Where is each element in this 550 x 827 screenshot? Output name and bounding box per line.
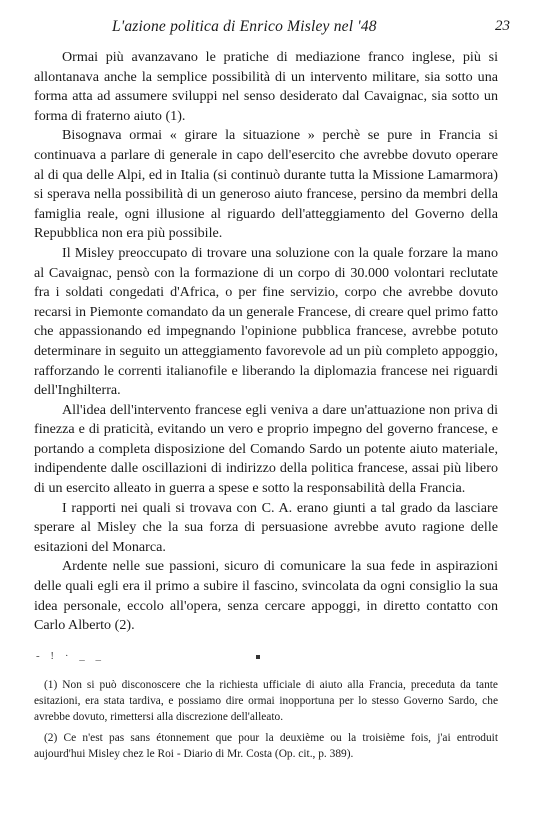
paragraph: I rapporti nei quali si trovava con C. A. erano giunti a tal grado da lasciare sperare al Misley che la sua forza di persuasione avrebbe avuto ragione delle esitazioni del Monarca. (34, 499, 498, 555)
running-title: L'azione politica di Enrico Misley nel '48 (112, 18, 377, 35)
paragraph: Ardente nelle sue passioni, sicuro di comunicare la sua fede in aspirazioni delle quali egli era il primo a subire il fascino, svincolata da ogni consiglio la sua idea personale, eccolo all'opera, senza cercare appoggi, in diretto contatto con Carlo Alberto (2). (34, 558, 498, 634)
main-text (34, 48, 498, 636)
page-number: 23 (495, 18, 510, 34)
paragraph: Il Misley preoccupato di trovare una soluzione con la quale forzare la mano al Cavaignac, pensò con la formazione di un corpo di 30.000 volontari reclutate fra i soldati congedati d'Africa, o per fine servizio, corpo che avrebbe dovuto recarsi in Piemonte comandato da un generale Francese, di creare quel primo fatto che appassionando ed impegnando l'opinione pubblica francese, avrebbe potuto determinare in seguito un atteggiamento favorevole ad un più completo appoggio, rafforzando le correnti italianofile e liberando la diplomazia francese nei riguardi dell'Inghilterra. (34, 244, 498, 399)
footnote: (1) Non si può disconoscere che la richiesta ufficiale di aiuto alla Francia, preceduta da tante esitazioni, era stata tardiva, e possiamo dire ormai inopportuna per lo stesso Governo Sardo, che avrebbe dovuto, rimettersi alla discrezione dell'alleato. (34, 679, 498, 724)
paragraph: Ormai più avanzavano le pratiche di mediazione franco inglese, più si allontanava anche la semplice possibilità di un intervento militare, sia sotto una forma atta ad assumere sviluppi nel senso desiderato dal Cavaignac, sia sotto un forma di fraterno aiuto (1). (34, 49, 498, 124)
footnotes (34, 677, 498, 766)
page-header (40, 18, 510, 42)
print-mark (256, 655, 260, 659)
paragraph: Bisognava ormai « girare la situazione » perchè se pure in Francia si continuava a parlare di generale in capo dell'esercito che avrebbe dovuto operare al di qua delle Alpi, ed in Italia (si continuò durante tutta la Missione Lamarmora) si sperava nella possibilità di un generoso aiuto francese, persino da membri della famiglia reale, ogni illusione al riguardo dell'atteggiamento del Governo della Repubblica non era più possibile. (34, 127, 498, 242)
paragraph: All'idea dell'intervento francese egli veniva a dare un'attuazione non priva di finezza e di praticità, evitando un vero e proprio impegno del governo francese, e portando a completa disposizione del Comando Sardo un potente aiuto materiale, indipendente dalle oscillazioni di indirizzo della politica francese, assai più libero di un esercito alleato in guerra a spese e sotto la responsabilità della Francia. (34, 401, 498, 497)
footnote: (2) Ce n'est pas sans étonnement que pour la deuxième ou la troisième fois, j'ai entroduit aujourd'hui Misley chez le Roi - Diario di Mr. Costa (Op. cit., p. 389). (34, 731, 498, 760)
footnote-separator: - ! · _ _ (36, 650, 105, 662)
